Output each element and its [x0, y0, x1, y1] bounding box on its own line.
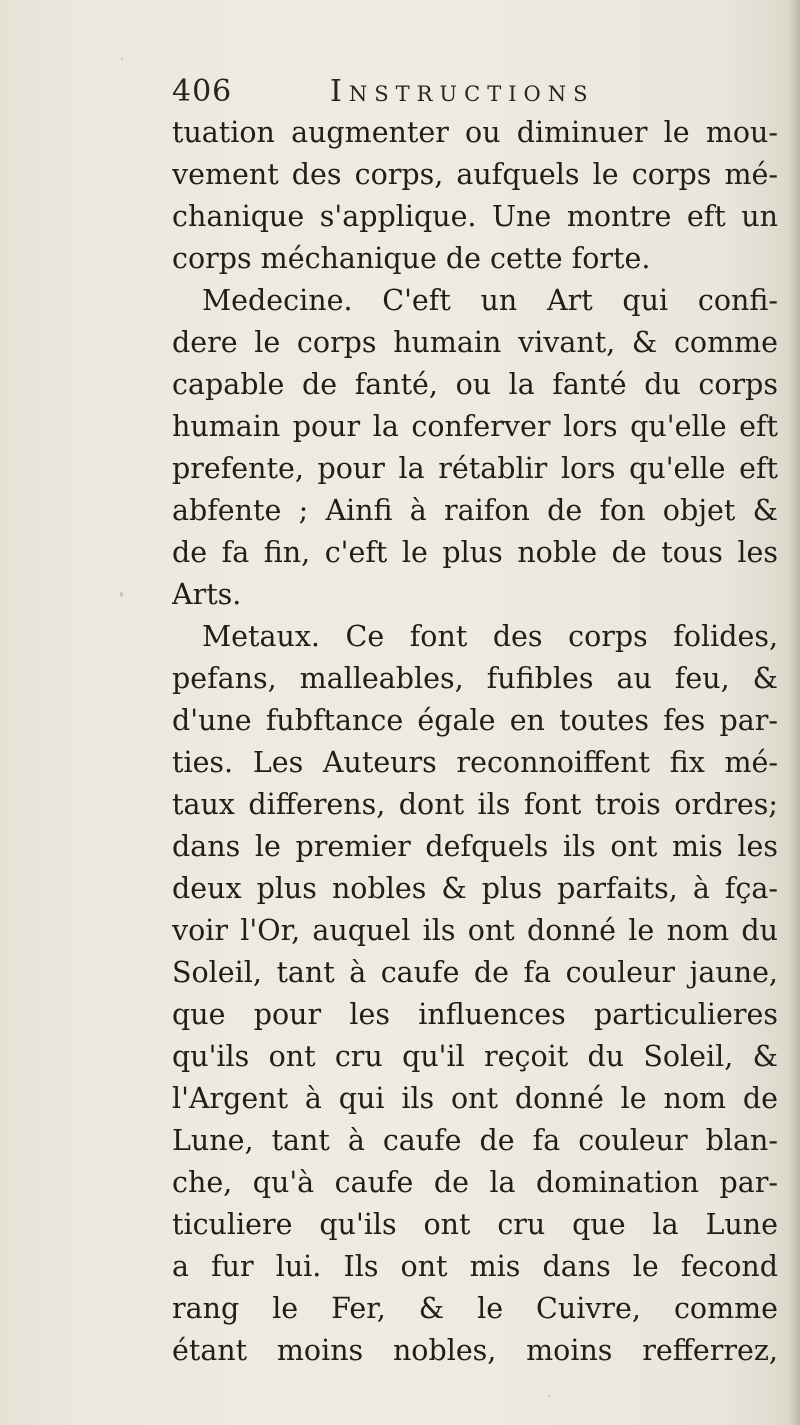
text-line-11: de fa fin, c'eft le plus noble de tous les: [172, 536, 778, 569]
text-line-7: capable de fanté, ou la fanté du corps: [172, 368, 778, 401]
text-line-1: tuation augmenter ou diminuer le mou-: [172, 116, 778, 149]
text-line-6: dere le corps humain vivant, & comme: [172, 326, 778, 359]
paper-speck: [548, 1395, 550, 1397]
text-line-23: qu'ils ont cru qu'il reçoit du Soleil, &: [172, 1040, 778, 1073]
text-line-29: rang le Fer, & le Cuivre, comme: [172, 1292, 778, 1325]
page-number: 406: [172, 74, 233, 109]
text-line-10: abfente ; Ainfi à raifon de fon objet &: [172, 494, 778, 527]
text-line-4: corps méchanique de cette forte.: [172, 242, 651, 275]
page-edge-shadow: [788, 0, 800, 1425]
text-line-14: pefans, malleables, fufibles au feu, &: [172, 662, 778, 695]
text-line-30: étant moins nobles, moins refferrez,: [172, 1334, 778, 1367]
text-line-8: humain pour la conferver lors qu'elle eft: [172, 410, 778, 443]
entry-medecine-heading-line: Medecine. C'eft un Art qui confi-: [202, 284, 778, 317]
text-line-22: que pour les influences particulieres: [172, 998, 778, 1031]
text-line-3: chanique s'applique. Une montre eft un: [172, 200, 778, 233]
text-line-18: dans le premier defquels ils ont mis les: [172, 830, 778, 863]
entry-metaux-heading-line: Metaux. Ce font des corps folides,: [202, 620, 778, 653]
text-line-21: Soleil, tant à caufe de fa couleur jaune,: [172, 956, 778, 989]
text-line-27: ticuliere qu'ils ont cru que la Lune: [172, 1208, 778, 1241]
text-line-28: a fur lui. Ils ont mis dans le fecond: [172, 1250, 778, 1283]
text-line-12: Arts.: [172, 578, 242, 611]
text-line-2: vement des corps, aufquels le corps mé-: [172, 158, 778, 191]
text-line-15: d'une fubftance égale en toutes fes par-: [172, 704, 778, 737]
running-title: Instructions: [330, 74, 595, 109]
text-line-19: deux plus nobles & plus parfaits, à fça-: [172, 872, 778, 905]
text-line-17: taux differens, dont ils font trois ordres;: [172, 788, 778, 821]
body-text: [172, 112, 778, 1372]
text-line-26: che, qu'à caufe de la domination par-: [172, 1166, 778, 1199]
text-line-24: l'Argent à qui ils ont donné le nom de: [172, 1082, 778, 1115]
paper-speck: [120, 592, 123, 597]
text-line-9: prefente, pour la rétablir lors qu'elle eft: [172, 452, 778, 485]
text-line-16: ties. Les Auteurs reconnoiffent fix mé-: [172, 746, 778, 779]
text-line-20: voir l'Or, auquel ils ont donné le nom du: [172, 914, 778, 947]
paper-speck: [121, 58, 123, 60]
text-line-25: Lune, tant à caufe de fa couleur blan-: [172, 1124, 778, 1157]
